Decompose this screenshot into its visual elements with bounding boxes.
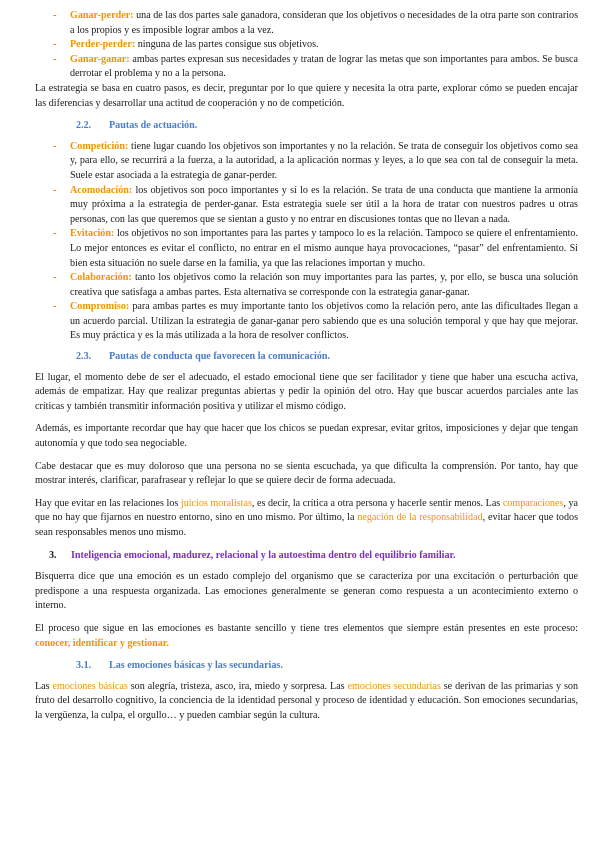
text-run: Hay que evitar en las relaciones los [35, 497, 181, 509]
text-run: Las [35, 680, 53, 692]
list-item [35, 9, 578, 38]
bullet-dash: - [53, 228, 57, 240]
bullet-dash: - [53, 10, 57, 21]
text-run: son alegría, tristeza, asco, ira, miedo y sorpresa. Las [127, 680, 348, 692]
definition: los objetivos no son importantes para las partes y tampoco lo es la relación. Tampoco se quiere el enfrentamiento. Lo mejor entonces es evitar el conflicto, no entrar en el mismo aunque haya provocaciones, “pasar” del enfrentamiento. Si bien esta situación no suele darse en la familia, ya que las relaciones importan y mucho. [70, 228, 578, 269]
bullet-dash: - [53, 140, 57, 152]
text-run: El proceso que sigue en las emociones es bastante sencillo y tiene tres elementos que siempre están presentes en este proceso: [35, 622, 578, 634]
term: Ganar-perder: [70, 10, 134, 21]
chapter-heading [35, 549, 578, 564]
highlight-term: negación de la responsabilidad [357, 512, 483, 524]
term: Evitación: [70, 228, 115, 240]
paragraph [35, 622, 578, 651]
definition: para ambas partes es muy importante tanto los objetivos como la relación pero, ante las dificultades llegan a un acuerdo parcial. Utilizan la estrategia de ganar-ganar pero sabiendo que es una solución temporal y que hay que mejorar. Es muy práctica y es la más utilizada a la hora de resolver conflictos. [70, 301, 578, 342]
term: Perder-perder: [70, 39, 136, 51]
text-run: se derivan de las primarias y son fruto del desarrollo cognitivo, la conciencia de la identidad personal y proceso de identidad y educación. Son emociones secundarias, la vergüenza, la culpa, el orgullo… y pueden cambiar según la cultura. [35, 680, 578, 721]
definition: tiene lugar cuando los objetivos son importantes y no la relación. Se trata de conseguir los objetivos como sea y, para ello, se recurrirá a la fuerza, a la autoridad, a la aplicación normas y leyes, a lo que sea con tal de conseguir la meta. Suele estar asociada a la estrategia de ganar-perder. [70, 140, 578, 181]
definition: los objetivos son poco importantes y sí lo es la relación. Se trata de una conducta que mantiene la armonía muy próxima a la estrategia de perder-ganar. Esta estrategia suele ser útil a la hora de tratar con nuestros padres u otras personas, con las que queremos que se sientan a gusto y no entrar en discusiones tontas que no llevan a nada. [70, 184, 578, 225]
term: Competición: [70, 140, 129, 152]
highlight-term: emociones básicas [52, 680, 128, 692]
term: Acomodación: [70, 184, 133, 196]
chapter-number: 3. [49, 549, 57, 561]
list-item [35, 38, 578, 53]
section-heading [35, 659, 578, 674]
section-number: 3.1. [76, 660, 92, 672]
text-run: , evitar hacer que todos sean responsables menos uno mismo. [35, 512, 578, 538]
section-title: Pautas de conducta que favorecen la comunicación. [109, 351, 331, 363]
bullet-dash: - [53, 184, 57, 196]
list-item [35, 271, 578, 300]
conflict-strategies-list [35, 9, 578, 82]
list-item [35, 184, 578, 228]
paragraph: Bisquerra dice que una emoción es un estado complejo del organismo que se caracteriza por una excitación o perturbación que predispone a una respuesta organizada. Las emociones generalmente se generan como respuesta a un acontecimiento externo o interno. [35, 571, 578, 612]
list-item [35, 300, 578, 344]
paragraph [35, 497, 578, 541]
paragraph: La estrategia se basa en cuatro pasos, es decir, preguntar por lo que quiere y necesita la otra parte, explorar cómo se pueden encajar las diferencias y desarrollar una actitud de cooperación y no de competición. [35, 82, 578, 109]
bullet-dash: - [53, 272, 57, 284]
term: Compromiso: [70, 301, 130, 313]
bullet-dash: - [53, 39, 57, 51]
text-run: , ya que no hay que fijarnos en nuestro entorno, sino en uno mismo. Por último, la [35, 497, 578, 524]
paragraph: Además, es importante recordar que hay que hacer que los chicos se puedan expresar, evitar gritos, imposiciones y dejar que tengan autonomía y que todo sea negociable. [35, 423, 578, 450]
definition: ambas partes expresan sus necesidades y tratan de lograr las metas que son importantes para ambos. Se busca derrotar el problema y no a la persona. [70, 53, 578, 80]
text-run: , es decir, la crítica a otra persona y hacerle sentir menos. Las [251, 497, 503, 509]
definition: tanto los objetivos como la relación son muy importantes para las partes, y, por ello, se busca una solución creativa que satisfaga a ambas partes. Esta alternativa se corresponde con la estrategia ganar-ganar. [70, 272, 578, 298]
section-title: Pautas de actuación. [109, 120, 198, 132]
section-heading [35, 119, 578, 134]
highlight-term: conocer, identificar y gestionar. [35, 637, 169, 649]
section-heading [35, 350, 578, 365]
bullet-dash: - [53, 301, 57, 313]
paragraph: Cabe destacar que es muy doloroso que una persona no se sienta escuchada, ya que dificulta la comprensión. Por tanto, hay que mostrar interés, clarificar, parafrasear y reflejar lo que se quiere decir de forma adecuada. [35, 460, 578, 487]
list-item [35, 53, 578, 82]
term: Ganar-ganar: [70, 53, 130, 65]
pautas-list [35, 140, 578, 344]
bullet-dash: - [53, 53, 57, 65]
list-item [35, 227, 578, 271]
highlight-term: juicios moralistas [180, 497, 252, 509]
paragraph: El lugar, el momento debe de ser el adecuado, el estado emocional tiene que ser facilitador y tiene que haber una escucha activa, además de empatizar. Hay que realizar preguntas abiertas y pedir la opinión del otro. Hay que buscar acuerdos parciales ante las críticas y también transmitir información positiva y utilizar el mismo código. [35, 371, 578, 412]
term: Colaboración: [70, 272, 132, 284]
highlight-term: emociones secundarias [347, 680, 441, 692]
paragraph [35, 680, 578, 724]
chapter-title: Inteligencia emocional, madurez, relacional y la autoestima dentro del equilibrio familiar. [71, 549, 456, 561]
section-number: 2.2. [76, 120, 92, 132]
section-title: Las emociones básicas y las secundarias. [109, 660, 283, 672]
definition: ninguna de las partes consigue sus objetivos. [135, 39, 319, 51]
definition: una de las dos partes sale ganadora, consideran que los objetivos o necesidades de la otra parte son contrarios a los propios y es imposible lograr ambos a la vez. [70, 10, 578, 36]
highlight-term: comparaciones [502, 497, 564, 509]
list-item [35, 140, 578, 184]
section-number: 2.3. [76, 351, 92, 363]
